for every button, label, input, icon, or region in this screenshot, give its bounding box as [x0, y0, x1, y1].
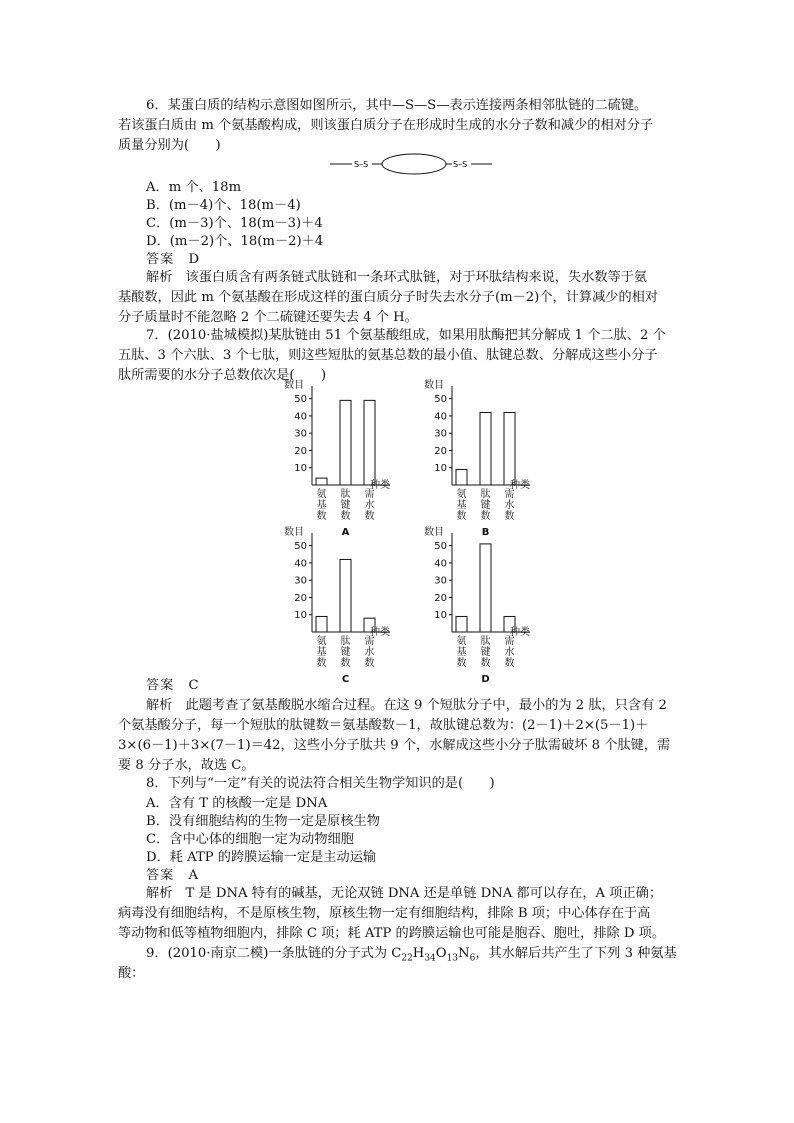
y-axis-label: 数目 — [424, 380, 444, 391]
q6-explanation-line1: 解析 该蛋白质含有两条链式肽链和一条环式肽链，对于环肽结构来说，失水数等于氨 — [146, 270, 648, 285]
q7-stem-line3: 肽所需要的水分子总数依次是( ) — [118, 368, 327, 383]
category-label-char: 数 — [456, 658, 467, 669]
category-label-char: 数 — [340, 511, 351, 522]
category-label-char: 氨 — [456, 636, 467, 647]
category-label-char: 基 — [456, 500, 467, 511]
x-axis-label: 种类 — [510, 627, 530, 638]
disulfide-bond-right: S–S — [453, 160, 468, 169]
category-label-char: 水 — [504, 500, 515, 511]
q7-stem-line1: 7．(2010·盐城模拟)某肽链由 51 个氨基酸组成，如果用肽酶把其分解成 1 个二肽、2 个 — [146, 328, 666, 343]
y-tick-label: 30 — [294, 428, 307, 440]
chart-c — [278, 525, 408, 685]
bar — [316, 478, 327, 485]
category-label-char: 水 — [504, 647, 515, 658]
chart-b — [418, 378, 548, 538]
q6-explanation-line3: 分子质量时不能忽略 2 个二硫键还要失去 4 个 H。 — [118, 310, 418, 325]
q7-explanation-line4: 要 8 分子水，故选 C。 — [118, 758, 255, 773]
category-label-char: 键 — [340, 647, 351, 658]
category-label-char: 键 — [480, 647, 491, 658]
category-label-char: 水 — [364, 647, 375, 658]
y-axis-label: 数目 — [424, 527, 444, 538]
category-label-char: 需 — [364, 489, 375, 500]
bar — [340, 400, 351, 485]
bar — [504, 412, 515, 485]
category-label-char: 数 — [340, 658, 351, 669]
category-label-char: 数 — [480, 658, 491, 669]
q6-answer: 答案 D — [146, 252, 201, 267]
q8-explanation-line3: 等动物和低等植物细胞内，排除 C 项；耗 ATP 的跨膜运输也可能是胞吞、胞吐，排除 D 项。 — [118, 926, 666, 941]
category-label-char: 数 — [456, 511, 467, 522]
y-tick-label: 50 — [434, 394, 447, 406]
q8-explanation-line2: 病毒没有细胞结构，不是原核生物，原核生物一定有细胞结构，排除 B 项；中心体存在于高 — [118, 906, 651, 921]
q8-option-d: D．耗 ATP 的跨膜运输一定是主动运输 — [146, 850, 377, 865]
y-tick-label: 20 — [434, 592, 447, 604]
x-axis-label: 种类 — [510, 480, 530, 491]
y-tick-label: 20 — [294, 592, 307, 604]
y-tick-label: 40 — [294, 558, 307, 570]
bar — [316, 616, 327, 632]
q9-stem-prefix: 9．(2010·南京二模)一条肽链的分子式为 C — [146, 946, 402, 961]
q7-explanation-line1: 解析 此题考查了氨基酸脱水缩合过程。在这 9 个短肽分子中，最小的为 2 肽，只含有 2 — [146, 698, 667, 713]
y-tick-label: 40 — [434, 558, 447, 570]
category-label-char: 数 — [364, 511, 375, 522]
category-label-char: 键 — [340, 500, 351, 511]
q7-explanation-line3: 3×(6－1)＋3×(7－1)＝42，这些小分子肽共 9 个，水解成这些小分子肽需破坏 8 个肽键，需 — [118, 738, 671, 753]
cyclic-peptide-ring — [382, 154, 446, 174]
chart-d — [418, 525, 548, 685]
y-tick-label: 20 — [294, 445, 307, 457]
bar-chart-svg — [418, 525, 548, 685]
q8-option-a: A．含有 T 的核酸一定是 DNA — [146, 796, 328, 811]
q7-stem-line2: 五肽、3 个六肽、3 个七肽，则这些短肽的氨基总数的最小值、肽键总数、分解成这些小分子 — [118, 348, 658, 363]
q7-explanation-line2: 个氨基酸分子，每一个短肽的肽键数＝氨基酸数－1，故肽键总数为：(2－1)＋2×(5－1)＋ — [118, 718, 649, 733]
y-tick-label: 40 — [294, 411, 307, 423]
y-axis-label: 数目 — [284, 380, 304, 391]
q6-option-a: A．m 个、18m — [146, 180, 242, 195]
y-axis-label: 数目 — [284, 527, 304, 538]
category-label-char: 肽 — [480, 636, 491, 647]
chart-a — [278, 378, 408, 538]
x-axis-label: 种类 — [370, 480, 390, 491]
bar-chart-svg — [278, 525, 408, 685]
q6-stem-line1: 6．某蛋白质的结构示意图如图所示，其中—S—S—表示连接两条相邻肽链的二硫键。 — [146, 98, 648, 113]
category-label-char: 数 — [316, 658, 327, 669]
q7-answer: 答案 C — [146, 678, 200, 693]
category-label-char: 基 — [456, 647, 467, 658]
bar — [364, 400, 375, 485]
q8-explanation-line1: 解析 T 是 DNA 特有的碱基，无论双链 DNA 还是单链 DNA 都可以存在，A 项正确； — [146, 886, 663, 901]
y-tick-label: 50 — [434, 541, 447, 553]
y-tick-label: 10 — [294, 610, 307, 622]
q6-option-c: C．(m－3)个、18(m－3)＋4 — [146, 216, 323, 231]
y-tick-label: 40 — [434, 411, 447, 423]
q6-option-b: B．(m－4)个、18(m－4) — [146, 198, 301, 213]
category-label-char: 数 — [504, 511, 515, 522]
protein-structure-diagram — [330, 152, 500, 180]
q8-option-c: C．含中心体的细胞一定为动物细胞 — [146, 832, 354, 847]
chart-option-label: B — [481, 527, 490, 538]
category-label-char: 需 — [364, 636, 375, 647]
q8-stem: 8．下列与“一定”有关的说法符合相关生物学知识的是( ) — [146, 776, 495, 791]
q6-explanation-line2: 基酸数，因此 m 个氨基酸在形成这样的蛋白质分子时失去水分子(m－2)个，计算减少的相对 — [118, 290, 659, 305]
category-label-char: 水 — [364, 500, 375, 511]
bar — [456, 469, 467, 485]
category-label-char: 肽 — [480, 489, 491, 500]
category-label-char: 需 — [504, 636, 515, 647]
q6-stem-line3: 质量分别为( ) — [118, 138, 221, 153]
y-tick-label: 30 — [434, 575, 447, 587]
category-label-char: 数 — [316, 511, 327, 522]
chart-option-label: D — [481, 674, 490, 685]
bar — [480, 412, 491, 485]
bar-chart-svg — [278, 378, 408, 538]
q8-answer: 答案 A — [146, 868, 200, 883]
category-label-char: 肽 — [340, 489, 351, 500]
y-tick-label: 30 — [434, 428, 447, 440]
disulfide-bond-left: S–S — [354, 160, 369, 169]
category-label-char: 肽 — [340, 636, 351, 647]
category-label-char: 数 — [504, 658, 515, 669]
q6-stem-line2: 若该蛋白质由 m 个氨基酸构成，则该蛋白质分子在形成时生成的水分子数和减少的相对分子 — [118, 118, 654, 133]
category-label-char: 键 — [480, 500, 491, 511]
chart-option-label: A — [341, 527, 350, 538]
category-label-char: 氨 — [456, 489, 467, 500]
category-label-char: 氨 — [316, 489, 327, 500]
bar — [340, 559, 351, 632]
bar — [480, 544, 491, 632]
category-label-char: 基 — [316, 500, 327, 511]
q9-stem-suffix: ，其水解后共产生了下列 3 种氨基 — [475, 946, 677, 961]
y-tick-label: 10 — [294, 463, 307, 475]
category-label-char: 基 — [316, 647, 327, 658]
bar-chart-svg — [418, 378, 548, 538]
y-tick-label: 20 — [434, 445, 447, 457]
q9-stem-line2: 酸： — [118, 966, 145, 981]
q8-option-b: B．没有细胞结构的生物一定是原核生物 — [146, 814, 380, 829]
bar — [456, 616, 467, 632]
category-label-char: 需 — [504, 489, 515, 500]
category-label-char: 氨 — [316, 636, 327, 647]
y-tick-label: 10 — [434, 463, 447, 475]
y-tick-label: 50 — [294, 541, 307, 553]
q6-option-d: D．(m－2)个、18(m－2)＋4 — [146, 234, 324, 249]
q9-stem-line1: 9．(2010·南京二模)一条肽链的分子式为 $C_{22}H_{34}O_{13}N_6$，其水解后共产生了下列 3 种氨基 — [146, 946, 677, 964]
x-axis-label: 种类 — [370, 627, 390, 638]
chart-option-label: C — [341, 674, 350, 685]
y-tick-label: 10 — [434, 610, 447, 622]
y-tick-label: 50 — [294, 394, 307, 406]
y-tick-label: 30 — [294, 575, 307, 587]
category-label-char: 数 — [480, 511, 491, 522]
category-label-char: 数 — [364, 658, 375, 669]
